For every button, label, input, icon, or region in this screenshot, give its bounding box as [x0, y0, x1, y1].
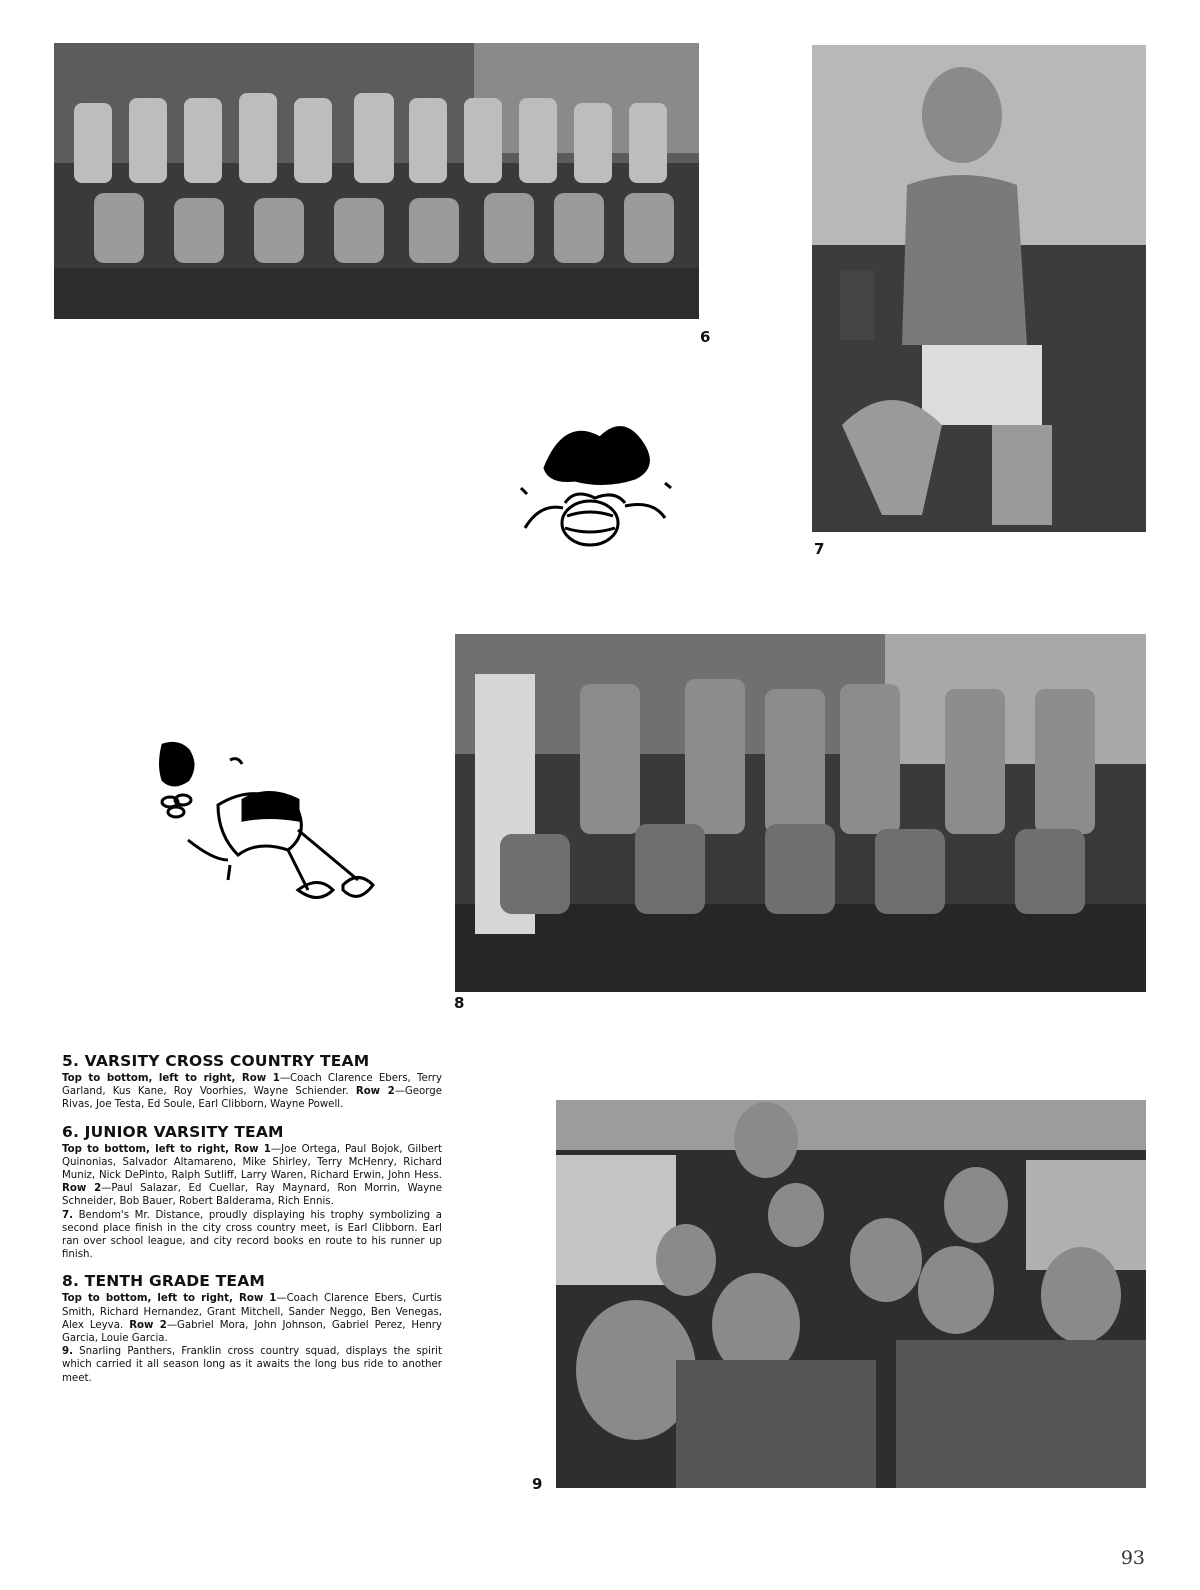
photo-9-number: 9	[532, 1475, 543, 1493]
caption-9-text: Snarling Panthers, Franklin cross country squad, displays the spirit which carried it all season long as it awaits the long bus ride to another meet.	[62, 1346, 442, 1384]
photo-team-on-bus	[556, 1100, 1146, 1488]
photo-junior-varsity-team	[54, 43, 699, 319]
caption-5-row2: —George Rivas, Joe Testa, Ed Soule, Earl Clibborn, Wayne Powell.	[62, 1086, 443, 1111]
caption-8-row2: —Gabriel Mora, John Johnson, Gabriel Perez, Henry Garcia, Louie Garcia.	[62, 1319, 443, 1345]
photo-7-number: 7	[814, 540, 825, 558]
caption-5-lead: Top to bottom, left to right, Row 1	[62, 1073, 280, 1084]
caption-8-title: 8. TENTH GRADE TEAM	[62, 1272, 266, 1291]
page-number: 93	[1120, 1547, 1145, 1569]
photo-runner-with-trophy	[812, 45, 1146, 532]
caption-6-lead: Top to bottom, left to right, Row 1	[62, 1143, 271, 1155]
caption-6-body	[62, 1143, 442, 1262]
photo-7-image	[812, 45, 1146, 532]
photo-6-image	[54, 43, 699, 319]
caption-7-number: 7.	[62, 1209, 73, 1221]
caption-8-row2-label: Row 2	[129, 1319, 167, 1331]
cartoon-sprinter-doodle	[158, 740, 383, 920]
caption-5-body	[62, 1072, 442, 1112]
caption-6-row2-label: Row 2	[62, 1183, 102, 1195]
photo-8-image	[455, 634, 1146, 992]
captions-column	[62, 1052, 442, 1396]
caption-6-row1: —Joe Ortega, Paul Bojok, Gilbert Quinonias, Salvador Altamareno, Mike Shirley, Terry McHenry, Richard Muniz, Nick DePinto, Ralph Sutliff, Larry Waren, Richard Erwin, John Hess.	[62, 1143, 442, 1182]
photo-9-image	[556, 1100, 1146, 1488]
caption-5-row1: —Coach Clarence Ebers, Terry Garland, Kus Kane, Roy Voorhies, Wayne Schiender.	[62, 1073, 442, 1098]
caption-9-number: 9.	[62, 1346, 73, 1358]
photo-6-number: 6	[700, 328, 711, 346]
caption-6-title: 6. JUNIOR VARSITY TEAM	[62, 1122, 284, 1141]
caption-8-row1: —Coach Clarence Ebers, Curtis Smith, Richard Hernandez, Grant Mitchell, Sander Neggo, Ben Venegas, Alex Leyva.	[62, 1293, 442, 1331]
caption-5-title: 5. VARSITY CROSS COUNTRY TEAM	[62, 1052, 370, 1070]
caption-7-text: Bendom's Mr. Distance, proudly displaying his trophy symbolizing a second place finish in the city cross country meet, is Earl Clibborn. Earl ran over school league, and city record books en route to his runner up finish.	[62, 1209, 442, 1261]
caption-8-lead: Top to bottom, left to right, Row 1	[62, 1293, 277, 1305]
caption-8-body	[62, 1292, 442, 1384]
cartoon-runner-face-doodle	[515, 408, 690, 558]
caption-5-row2-label: Row 2	[355, 1086, 395, 1098]
caption-6-row2: —Paul Salazar, Ed Cuellar, Ray Maynard, Ron Morrin, Wayne Schneider, Bob Bauer, Robert Balderama, Rich Ennis.	[62, 1183, 443, 1208]
photo-tenth-grade-team	[455, 634, 1146, 992]
photo-8-number: 8	[454, 994, 465, 1012]
